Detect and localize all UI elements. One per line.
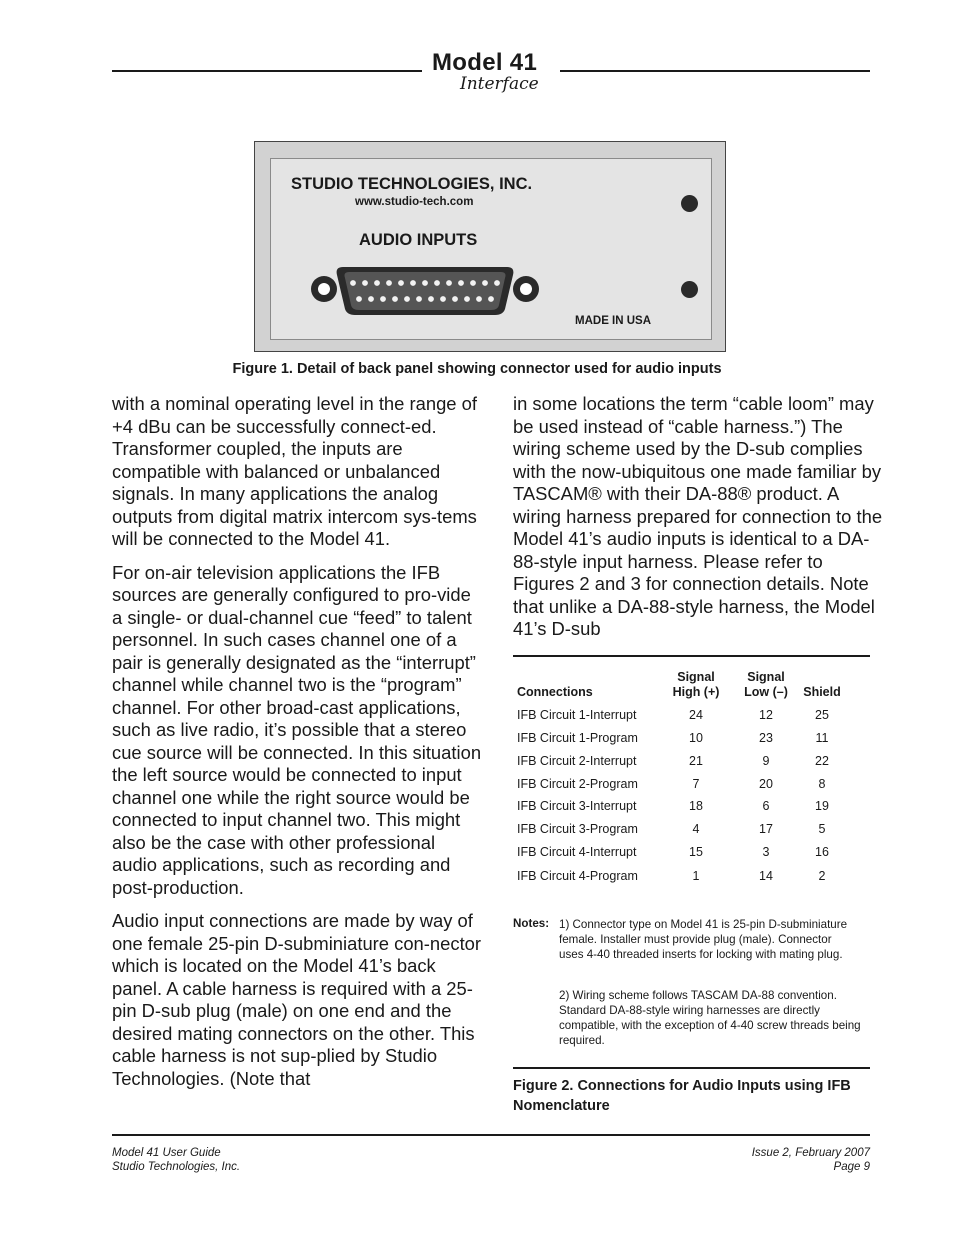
header-logo [432,50,560,92]
col-header-shield: Shield [803,685,841,699]
row-high: 1 [692,869,700,883]
left-paragraph-3: Audio input connections are made by way of one female 25-pin D-subminiature con-nector which is located on the Model 41’s back panel. A cable harness is required with a 25-pin D-sub plug (male) on one end and the desired mating connectors on the other. This cable harness is not sup-plied by Studio Technologies. (Note that [112,910,482,1089]
row-connection: IFB Circuit 1-Program [517,731,638,745]
row-low: 17 [759,822,773,836]
header-rule-left [112,70,422,72]
footer-issue: Issue 2, February 2007 [751,1147,870,1159]
row-connection: IFB Circuit 3-Program [517,822,638,836]
footer-right [752,1146,870,1174]
row-high: 15 [689,845,703,859]
panel-mounting-hole-bottom [681,281,698,298]
left-paragraph-1: with a nominal operating level in the range of +4 dBu can be successfully connect-ed. Transformer coupled, the inputs are compatible with balanced or unbalanced signals. In many applications the analog outputs from digital matrix intercom sys-tems will be connected to the Model 41. [112,393,477,549]
col-header-low-line1: Signal [747,670,785,684]
header-title: Model 41 [432,49,538,76]
row-connection: IFB Circuit 1-Interrupt [517,708,637,722]
row-high: 21 [689,754,703,768]
row-shield: 8 [818,777,826,791]
header-subtitle: Interface [460,74,539,94]
row-high: 7 [692,777,700,791]
row-connection: IFB Circuit 4-Program [517,869,638,883]
panel-mounting-hole-top [681,195,698,212]
row-low: 3 [762,845,770,859]
panel-audio-inputs-label: AUDIO INPUTS [359,231,478,249]
figure2-caption: Figure 2. Connections for Audio Inputs using IFB Nomenclature [513,1078,851,1114]
row-low: 12 [759,708,773,722]
row-shield: 25 [815,708,829,722]
footer-guide-title: Model 41 User Guide [112,1147,221,1159]
row-low: 9 [762,754,770,768]
row-shield: 22 [815,754,829,768]
figure1-caption: Figure 1. Detail of back panel showing connector used for audio inputs [232,361,722,377]
row-low: 23 [759,731,773,745]
footer-page-number: Page 9 [833,1161,870,1173]
table-top-rule [513,655,870,657]
row-connection: IFB Circuit 2-Program [517,777,638,791]
footer-rule [112,1134,870,1136]
row-high: 10 [689,731,703,745]
row-connection: IFB Circuit 4-Interrupt [517,845,637,859]
dsub-connector-icon [309,259,541,321]
right-column [513,393,883,641]
panel-url: www.studio-tech.com [355,196,474,208]
row-low: 14 [759,869,773,883]
row-connection: IFB Circuit 2-Interrupt [517,754,637,768]
row-low: 20 [759,777,773,791]
back-panel-figure [254,141,726,352]
row-shield: 19 [815,799,829,813]
row-low: 6 [762,799,770,813]
note-2: 2) Wiring scheme follows TASCAM DA-88 convention. Standard DA-88-style wiring harnesses are directly compatible, with the exception of 4-40 screw threads being required. [559,989,861,1047]
col-header-low-line2: Low (–) [744,685,788,699]
col-header-high [660,670,732,700]
right-paragraph-1: in some locations the term “cable loom” may be used instead of “cable harness.”) The wiring scheme used by the D-sub complies with the now-ubiquitous one made familiar by TASCAM® with their DA-88® product. A wiring harness prepared for connection to the Model 41’s audio inputs is identical to a DA-88-style input harness. Please refer to Figures 2 and 3 for connection details. Note that unlike a DA-88-style harness, the Model 41’s D-sub [513,393,883,639]
row-connection: IFB Circuit 3-Interrupt [517,799,637,813]
col-header-connections: Connections [517,685,593,699]
row-shield: 16 [815,845,829,859]
row-high: 18 [689,799,703,813]
row-shield: 2 [818,869,826,883]
table-bottom-rule [513,1067,870,1069]
footer-company: Studio Technologies, Inc. [112,1161,241,1173]
note-1: 1) Connector type on Model 41 is 25-pin D-subminiature female. Installer must provide plug (male). Connector uses 4-40 threaded inserts for locking with mating plug. [559,918,848,961]
row-high: 24 [689,708,703,722]
col-header-high-line1: Signal [677,670,715,684]
row-shield: 5 [818,822,826,836]
notes-label: Notes: [513,917,550,930]
row-shield: 11 [815,731,829,745]
panel-company: STUDIO TECHNOLOGIES, INC. [291,175,533,193]
back-panel-plate [270,158,712,340]
row-high: 4 [692,822,700,836]
left-paragraph-2: For on-air television applications the IFB sources are generally configured to pro-vide a single- or dual-channel cue “feed” to talent personnel. In such cases channel one of a pair is generally designated as the “interrupt” channel while channel two is the “program” channel. For other broad-cast applications, such as live radio, it’s possible that a stereo cue source will be connected. In this situation the left source would be connected to input channel one while the right source would be connected to input channel two. This might also be the case with other professional audio applications, such as recording and post-production. [112,561,482,898]
panel-made-in-usa: MADE IN USA [575,315,652,327]
header-rule-right [560,70,870,72]
col-header-low [730,670,802,700]
col-header-high-line2: High (+) [672,685,720,699]
footer-left [112,1146,240,1174]
left-column [112,393,484,1090]
